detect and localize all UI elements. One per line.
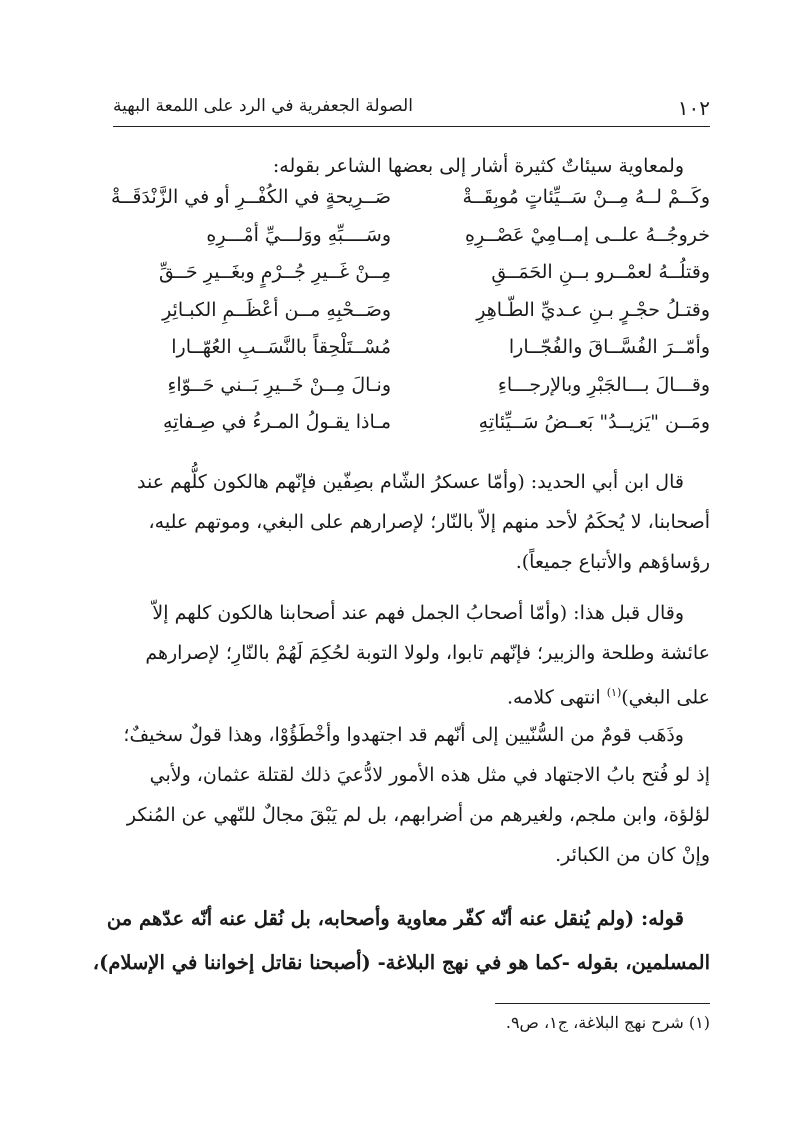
- verse-first-hemistich: وكَــمْ لــهُ مِــنْ سَــيِّئاتٍ مُوبِقَــةْ: [462, 186, 710, 208]
- verse-first-hemistich: وقتلُــهُ لعمْــرو بــنِ الحَمَــقِ: [491, 261, 710, 283]
- text-line: وإنْ كان من الكبائر.: [555, 844, 710, 866]
- verse-row: [113, 261, 710, 299]
- paragraph-quoted-statement: [92, 897, 710, 985]
- verse-first-hemistich: وقتـلُ حجْـرٍ بـنِ عـديِّ الطّـاهِرِ: [476, 298, 710, 321]
- text-line: قوله: (ولم يُنقل عنه أنّه كفّر معاوية وأصحابه، بل نُقل عنه أنّه عدّهم من: [106, 907, 684, 930]
- verse-second-hemistich: ونـالَ مِــنْ خَــيرِ بَــني حَــوّاءِ: [167, 373, 391, 396]
- text-line: قال ابن أبي الحديد: (وأمّا عسكرُ الشّام بصِفّين فإنّهم هالكون كلُّهم عند: [137, 471, 684, 493]
- text-segment: على البغي): [621, 686, 710, 709]
- text-line: عائشة وطلحة والزبير؛ فإنّهم تابوا، ولولا التوبة لحُكِمَ لَهُمْ بالنّارِ؛ لإصرارهم: [145, 642, 710, 664]
- text-line: المسلمين، بقوله -كما هو في نهج البلاغة- (أصبحنا نقاتل إخواننا في الإسلام)،: [92, 951, 710, 974]
- text-line: ولمعاوية سيئاتٌ كثيرة أشار إلى بعضها الشاعر بقوله:: [272, 155, 684, 177]
- page-number: ١٠٢: [677, 96, 710, 120]
- verse-row: [113, 336, 710, 374]
- verse-first-hemistich: وقـــالَ بـــالجَبْرِ وبالإرجـــاءِ: [497, 373, 710, 396]
- verse-row: [113, 224, 710, 262]
- verse-first-hemistich: خروجُــهُ علــى إمــامِيْ عَصْــرِهِ: [465, 223, 710, 246]
- text-line: رؤساؤهم والأتباع جميعاً).: [515, 551, 710, 573]
- footnote-divider: [495, 1003, 710, 1004]
- text-line: لؤلؤة، وابن ملجم، ولغيرهم من أضرابهم، بل لم يَبْقَ مجالٌ للنّهي عن المُنكر: [126, 804, 710, 826]
- verse-row: [113, 374, 710, 412]
- verse-row: [113, 411, 710, 449]
- footnote: (١) شرح نهج البلاغة، ج١، ص٩.: [505, 1013, 710, 1032]
- paragraph-ibn-abi-al-hadid: [113, 462, 710, 582]
- text-line: وقال قبل هذا: (وأمّا أصحابُ الجمل فهم عند أصحابنا هالكون كلهم إلاّ: [152, 602, 684, 624]
- footnote-reference[interactable]: (١): [606, 686, 622, 699]
- verse-row: [113, 186, 710, 224]
- verse-first-hemistich: وأمّــرَ الفُسَّــاقَ والفُجّــارا: [508, 336, 710, 358]
- verse-first-hemistich: ومَــن "يَزيــدُ" بَعــضُ سَــيِّئاتِهِ: [478, 411, 710, 433]
- verse-second-hemistich: مِــنْ غَــيرِ جُــرْمٍ وبغَــيرِ حَــقِّ: [158, 261, 391, 283]
- text-line: [113, 673, 710, 717]
- paragraph-people-of-jamal: [113, 593, 710, 717]
- verse-second-hemistich: صَــرِيحةٍ في الكُفْــرِ أو في الزَّنْدَقَــةْ: [111, 186, 391, 208]
- running-title: الصولة الجعفرية في الرد على اللمعة البهية: [113, 96, 413, 116]
- poem: [113, 186, 710, 449]
- text-line: إذ لو فُتح بابُ الاجتهاد في مثل هذه الأمور لادُّعيَ ذلك لقتلة عثمان، ولأبي: [149, 764, 710, 786]
- verse-second-hemistich: مُسْــتَلْحِقاً بالنَّسَــبِ العُهّــارا: [171, 336, 391, 358]
- text-segment: انتهى كلامه.: [506, 686, 607, 709]
- paragraph-ijtihad: [113, 715, 710, 875]
- verse-row: [113, 299, 710, 337]
- text-line: أصحابنا، لا يُحكَمُ لأحد منهم إلاّ بالنّار؛ لإصرارهم على البغي، وموتهم عليه،: [148, 511, 710, 533]
- text-line: وذَهَب قومٌ من السُّنّيين إلى أنّهم قد اجتهدوا وأخْطَؤُوْا، وهذا قولٌ سخيفٌ؛: [123, 724, 684, 746]
- verse-second-hemistich: وسَــــبِّهِ ووَلـــيِّ أمْـــرِهِ: [206, 223, 391, 246]
- page-header: [113, 88, 710, 127]
- verse-second-hemistich: وصَــحْبِهِ مــن أعْظَــمِ الكبـائِرِ: [162, 298, 391, 321]
- verse-second-hemistich: مـاذا يقـولُ المـرءُ في صِـفاتِهِ: [162, 411, 391, 433]
- intro-paragraph: [113, 146, 710, 186]
